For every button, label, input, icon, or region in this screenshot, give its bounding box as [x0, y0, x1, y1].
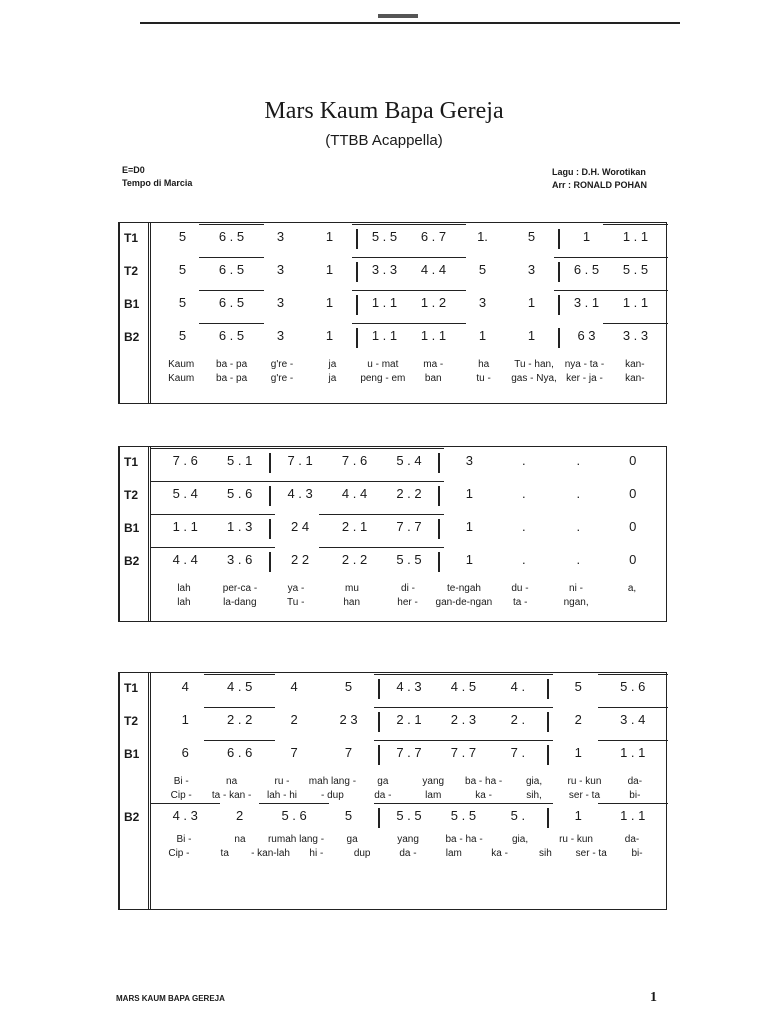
- lyric-syllable: du -: [511, 583, 529, 594]
- lyric-syllable: lam: [425, 790, 442, 801]
- lyric-syllable: ru -: [274, 776, 290, 787]
- note-group: 2 . 2: [212, 712, 266, 732]
- note-group: 5 . 5: [360, 229, 409, 249]
- bar-line: [378, 712, 380, 732]
- note-group: 5: [178, 229, 187, 244]
- note-group: 1 . 1: [606, 745, 660, 765]
- note-group: 4: [290, 679, 298, 694]
- bar-line: [356, 328, 358, 348]
- lyric-syllable: ngan,: [563, 597, 589, 608]
- note-group: 4: [181, 679, 189, 694]
- bar-line: [356, 295, 358, 315]
- lyric-syllable: gan-de-ngan: [435, 597, 493, 608]
- lyric-syllable: Cip -: [170, 790, 192, 801]
- lyric-line: [156, 834, 660, 845]
- note-group: 1: [582, 229, 591, 244]
- lyric-syllable: ru - kun: [567, 776, 602, 787]
- note-group: 1 . 1: [611, 295, 660, 315]
- lyric-line: [156, 583, 660, 594]
- song-title: Mars Kaum Bapa Gereja: [264, 98, 504, 124]
- voice-row-b2: [120, 806, 666, 830]
- lyric-syllable: yang: [422, 776, 445, 787]
- lyric-syllable: da-: [627, 776, 643, 787]
- note-group: 5 . 1: [212, 453, 266, 473]
- note-group: 4 . 4: [158, 552, 212, 572]
- note-group: 5: [344, 679, 353, 694]
- lyric-syllable: Bi -: [173, 776, 189, 787]
- note-group: 3 . 6: [212, 552, 266, 572]
- note-group: 0: [629, 552, 637, 567]
- note-group: 3 . 4: [606, 712, 660, 732]
- lyric-syllable: kan-: [625, 359, 645, 370]
- lyric-syllable: bi-: [631, 848, 643, 859]
- note-group: .: [522, 519, 526, 534]
- lyric-syllable: u - mat: [367, 359, 399, 370]
- note-group: 2 . 2: [382, 486, 436, 506]
- lyric-syllable: yang: [397, 834, 419, 845]
- note-group: 1: [181, 712, 189, 727]
- bar-line: [438, 486, 440, 506]
- lyric-syllable: da-: [624, 834, 640, 845]
- note-sequence: [158, 229, 660, 249]
- note-group: 3 . 3: [611, 328, 660, 348]
- voice-label: B1: [124, 747, 140, 761]
- top-rule: [140, 22, 680, 24]
- note-group: .: [576, 552, 581, 567]
- note-group: 1: [325, 262, 334, 277]
- note-group: 1: [325, 328, 334, 343]
- key-signature: E=D0: [122, 165, 145, 175]
- lyric-syllable: la-dang: [223, 597, 257, 608]
- voice-row-b1: [120, 293, 666, 317]
- lyric-syllable: ga: [346, 834, 358, 845]
- bar-line: [378, 679, 380, 699]
- voice-row-t2: [120, 710, 666, 734]
- note-group: 5 .: [491, 808, 545, 828]
- note-group: 1: [478, 328, 487, 343]
- bar-line: [269, 519, 271, 539]
- note-group: 5: [344, 808, 353, 823]
- note-group: 4 . 5: [436, 679, 490, 699]
- note-group: 5: [178, 262, 187, 277]
- note-sequence: [158, 328, 660, 348]
- footer-title: MARS KAUM BAPA GEREJA: [116, 994, 225, 1003]
- note-group: 7 . 1: [273, 453, 327, 473]
- lyric-syllable: g're -: [270, 359, 294, 370]
- note-group: 2 . 1: [382, 712, 436, 732]
- bar-line: [547, 679, 549, 699]
- bar-line: [378, 808, 380, 828]
- voice-row-t2: [120, 260, 666, 284]
- note-group: 2 2: [291, 552, 310, 567]
- note-group: 0: [629, 453, 637, 468]
- voice-label: T1: [124, 455, 139, 469]
- note-group: 1: [465, 519, 474, 534]
- lyric-syllable: peng - em: [360, 373, 406, 384]
- lyric-syllable: ser - ta: [568, 790, 601, 801]
- lyric-syllable: ban: [424, 373, 442, 384]
- key-tempo: [122, 164, 192, 190]
- lyric-syllable: g're -: [270, 373, 294, 384]
- voice-label: T1: [124, 231, 139, 245]
- note-group: 1 . 1: [360, 295, 409, 315]
- note-group: 6 . 5: [562, 262, 611, 282]
- lyric-syllable: ja: [328, 373, 337, 384]
- bar-line: [558, 295, 560, 315]
- voice-label: B2: [124, 554, 140, 568]
- lyric-syllable: ka -: [475, 790, 492, 801]
- lyric-syllable: ga: [377, 776, 389, 787]
- note-group: .: [522, 486, 526, 501]
- note-sequence: [158, 552, 660, 572]
- lyric-syllable: ja: [328, 359, 337, 370]
- note-group: 6 3: [577, 328, 596, 343]
- lyric-line: [156, 848, 660, 859]
- lyric-line: [156, 359, 660, 370]
- note-group: 2 . 1: [327, 519, 381, 539]
- bar-line: [269, 552, 271, 572]
- voice-label: T2: [124, 714, 139, 728]
- note-group: 6 . 7: [409, 229, 458, 249]
- note-group: 7 . 7: [382, 745, 436, 765]
- bar-line: [378, 745, 380, 765]
- lyric-syllable: ba - pa: [216, 373, 248, 384]
- voice-label: B2: [124, 330, 140, 344]
- bar-line: [438, 519, 440, 539]
- lyric-syllable: ya -: [287, 583, 305, 594]
- lyric-syllable: ba - pa: [216, 359, 248, 370]
- note-group: 5 . 5: [382, 808, 436, 828]
- voice-row-b2: [120, 550, 666, 574]
- note-group: .: [522, 453, 526, 468]
- note-group: 1: [527, 328, 536, 343]
- bar-line: [438, 552, 440, 572]
- lyric-syllable: bi-: [629, 790, 641, 801]
- bar-line: [356, 229, 358, 249]
- lyric-syllable: ma -: [423, 359, 444, 370]
- lyric-syllable: per-ca -: [222, 583, 258, 594]
- lyric-syllable: dup: [353, 848, 371, 859]
- note-group: 3: [276, 262, 285, 277]
- note-group: 6 . 6: [212, 745, 266, 765]
- lyric-syllable: mu: [345, 583, 359, 594]
- note-sequence: [158, 262, 660, 282]
- lyric-syllable: tu -: [476, 373, 491, 384]
- note-group: 5: [574, 679, 582, 694]
- note-group: 7 . 7: [436, 745, 490, 765]
- voice-label: T1: [124, 681, 139, 695]
- note-group: 1 . 1: [158, 519, 212, 539]
- note-group: 1 . 1: [409, 328, 458, 348]
- note-sequence: [158, 519, 660, 539]
- voice-label: B1: [124, 521, 140, 535]
- note-sequence: [158, 453, 660, 473]
- lyric-syllable: Kaum: [168, 373, 195, 384]
- note-group: 7 . 7: [382, 519, 436, 539]
- lyric-syllable: sih,: [526, 790, 542, 801]
- note-group: 4 . 4: [327, 486, 381, 506]
- lyric-syllable: rumah lang -: [267, 834, 325, 845]
- bar-line: [269, 486, 271, 506]
- lyric-syllable: ta -: [512, 597, 528, 608]
- lyric-syllable: ka -: [491, 848, 508, 859]
- note-sequence: [158, 486, 660, 506]
- note-group: 4 . 4: [409, 262, 458, 282]
- note-group: 1: [325, 295, 334, 310]
- note-group: 1 . 1: [606, 808, 660, 828]
- song-subtitle: (TTBB Acappella): [325, 132, 443, 149]
- lyric-syllable: lam: [445, 848, 462, 859]
- note-group: 4 . 3: [158, 808, 212, 828]
- note-group: 2 4: [291, 519, 310, 534]
- lyric-syllable: ni -: [569, 583, 583, 594]
- note-group: 1: [574, 808, 582, 823]
- note-sequence: [158, 808, 660, 828]
- note-group: 7: [344, 745, 353, 760]
- voice-row-b2: [120, 326, 666, 350]
- voice-row-b1: [120, 517, 666, 541]
- note-group: .: [576, 453, 581, 468]
- note-group: 5: [478, 262, 487, 277]
- note-group: 1 . 2: [409, 295, 458, 315]
- note-group: 1 . 1: [360, 328, 409, 348]
- score-system-1: [118, 222, 667, 404]
- lyric-syllable: na: [226, 776, 238, 787]
- note-sequence: [158, 712, 660, 732]
- lyric-syllable: her -: [397, 597, 418, 608]
- lyric-syllable: lah - hi: [267, 790, 298, 801]
- note-group: .: [576, 486, 581, 501]
- voice-row-t1: [120, 451, 666, 475]
- note-group: 2: [236, 808, 244, 823]
- note-group: 5 . 5: [382, 552, 436, 572]
- lyric-syllable: - dup: [321, 790, 344, 801]
- note-group: 7 .: [491, 745, 545, 765]
- lyric-syllable: hi -: [309, 848, 324, 859]
- note-group: 3: [276, 328, 285, 343]
- note-group: 2 . 2: [327, 552, 381, 572]
- bar-line: [547, 745, 549, 765]
- note-group: 4 . 3: [273, 486, 327, 506]
- note-group: 3 . 1: [562, 295, 611, 315]
- voice-row-t2: [120, 484, 666, 508]
- note-group: 3 . 3: [360, 262, 409, 282]
- lyric-syllable: ru - kun: [559, 834, 593, 845]
- note-group: 7: [290, 745, 298, 760]
- note-group: 5 . 4: [158, 486, 212, 506]
- lyric-syllable: ta: [220, 848, 229, 859]
- note-group: 4 . 5: [212, 679, 266, 699]
- lyric-syllable: da -: [374, 790, 392, 801]
- lyric-syllable: han: [343, 597, 361, 608]
- note-sequence: [158, 679, 660, 699]
- bar-line: [269, 453, 271, 473]
- score-system-3: [118, 672, 667, 910]
- note-group: 1 . 1: [611, 229, 660, 249]
- note-group: 7 . 6: [158, 453, 212, 473]
- note-group: 6 . 5: [207, 262, 256, 282]
- lyric-syllable: Bi -: [176, 834, 192, 845]
- system-brace: [148, 673, 151, 909]
- lyric-line: [156, 776, 660, 787]
- note-group: 6 . 5: [207, 328, 256, 348]
- note-group: 5 . 4: [382, 453, 436, 473]
- lyric-syllable: di -: [401, 583, 415, 594]
- note-group: 6 . 5: [207, 295, 256, 315]
- lyric-syllable: lah: [177, 597, 191, 608]
- note-group: .: [576, 519, 581, 534]
- note-group: 2: [574, 712, 582, 727]
- lyric-syllable: kan-: [625, 373, 645, 384]
- note-group: 3: [276, 295, 285, 310]
- lyric-syllable: nya - ta -: [564, 359, 605, 370]
- bar-line: [558, 328, 560, 348]
- voice-label: B1: [124, 297, 140, 311]
- note-group: 2 3: [339, 712, 358, 727]
- note-sequence: [158, 295, 660, 315]
- note-group: 6 . 5: [207, 229, 256, 249]
- arranger: Arr : RONALD POHAN: [552, 180, 648, 190]
- lyric-syllable: Kaum: [168, 359, 195, 370]
- voice-label: B2: [124, 810, 140, 824]
- note-group: 3: [478, 295, 487, 310]
- note-group: 2 .: [491, 712, 545, 732]
- lyric-syllable: ba - ha -: [465, 776, 503, 787]
- note-group: 1: [574, 745, 582, 760]
- note-group: .: [522, 552, 526, 567]
- lyric-syllable: da -: [399, 848, 417, 859]
- bar-line: [356, 262, 358, 282]
- lyric-syllable: sih: [539, 848, 552, 859]
- note-group: 1: [527, 295, 536, 310]
- voice-row-b1: [120, 743, 666, 767]
- note-group: 5 . 5: [611, 262, 660, 282]
- score-system-2: [118, 446, 667, 622]
- lyric-syllable: gia,: [511, 834, 529, 845]
- scan-mark: [378, 14, 418, 18]
- note-group: 6: [181, 745, 189, 760]
- note-group: 0: [629, 486, 637, 501]
- bar-line: [547, 808, 549, 828]
- note-group: 5 . 6: [267, 808, 321, 828]
- note-group: 5 . 6: [606, 679, 660, 699]
- note-group: 5: [178, 328, 187, 343]
- note-group: 2: [290, 712, 298, 727]
- note-group: 1.: [477, 229, 488, 244]
- tempo-marking: Tempo di Marcia: [122, 178, 193, 188]
- note-group: 5: [527, 229, 536, 244]
- note-group: 7 . 6: [327, 453, 381, 473]
- composer: Lagu : D.H. Worotikan: [552, 167, 646, 177]
- lyric-syllable: te-ngah: [447, 583, 481, 594]
- note-group: 1: [465, 552, 474, 567]
- note-group: 2 . 3: [436, 712, 490, 732]
- bar-line: [438, 453, 440, 473]
- voice-row-t1: [120, 677, 666, 701]
- lyric-line: [156, 790, 660, 801]
- lyric-syllable: ser - ta: [575, 848, 607, 859]
- note-group: 0: [629, 519, 637, 534]
- lyric-syllable: lah: [177, 583, 191, 594]
- lyric-line: [156, 597, 660, 608]
- note-group: 4 . 3: [382, 679, 436, 699]
- lyric-syllable: [604, 597, 660, 608]
- note-sequence: [158, 745, 660, 765]
- note-group: 1: [325, 229, 334, 244]
- lyric-syllable: ker - ja -: [566, 373, 603, 384]
- lyric-syllable: gas - Nya,: [511, 373, 557, 384]
- lyric-syllable: ha: [478, 359, 490, 370]
- lyric-syllable: gia,: [525, 776, 543, 787]
- note-group: 3: [527, 262, 536, 277]
- note-group: 3: [465, 453, 474, 468]
- note-group: 4 .: [491, 679, 545, 699]
- lyric-syllable: - kan-lah: [251, 848, 290, 859]
- lyric-syllable: Cip -: [168, 848, 190, 859]
- lyric-syllable: ba - ha -: [445, 834, 483, 845]
- voice-label: T2: [124, 488, 139, 502]
- voice-row-t1: [120, 227, 666, 251]
- lyric-syllable: na: [234, 834, 246, 845]
- lyric-syllable: ta - kan -: [211, 790, 252, 801]
- note-group: 3: [276, 229, 285, 244]
- note-group: 1: [465, 486, 474, 501]
- bar-line: [558, 262, 560, 282]
- credits: [552, 166, 647, 192]
- bar-line: [547, 712, 549, 732]
- voice-label: T2: [124, 264, 139, 278]
- lyric-syllable: a,: [627, 583, 637, 594]
- note-group: 5 . 6: [212, 486, 266, 506]
- lyric-syllable: mah lang -: [308, 776, 357, 787]
- note-group: 5 . 5: [436, 808, 490, 828]
- note-group: 5: [178, 295, 187, 310]
- note-group: 1 . 3: [212, 519, 266, 539]
- lyric-line: [156, 373, 660, 384]
- lyric-syllable: Tu -: [287, 597, 305, 608]
- bar-line: [558, 229, 560, 249]
- page-number: 1: [650, 990, 657, 1005]
- lyric-syllable: Tu - han,: [514, 359, 554, 370]
